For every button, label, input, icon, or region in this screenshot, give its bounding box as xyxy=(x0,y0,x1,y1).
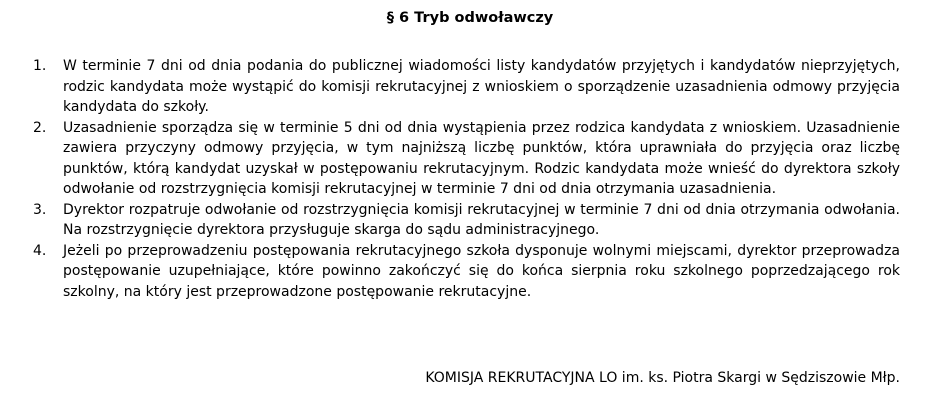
list-item xyxy=(0,118,900,200)
item-text: Jeżeli po przeprowadzeniu postępowania rekrutacyjnego szkoła dysponuje wolnymi miejscami, dyrektor przeprowadza postępowanie uzupełniające, które powinno zakończyć się do końca sierpnia roku szkolnego poprzedzającego rok szkolny, na który jest przeprowadzone postępowanie rekrutacyjne. xyxy=(63,242,900,300)
section-heading: § 6 Tryb odwoławczy xyxy=(386,10,554,26)
list-item xyxy=(0,56,900,118)
committee-signature: KOMISJA REKRUTACYJNA LO im. ks. Piotra Skargi w Sędziszowie Młp. xyxy=(425,370,900,386)
item-number: 4. xyxy=(33,242,47,259)
item-number: 3. xyxy=(33,201,47,218)
item-number: 1. xyxy=(33,58,47,74)
item-text: Uzasadnienie sporządza się w terminie 5 dni od dnia wystąpienia przez rodzica kandydata z wnioskiem. Uzasadnienie zawiera przyczyny odmowy przyjęcia, w tym najniższą liczbę punktów, która uprawniała do przyjęcia oraz liczbę punktów, którą kandydat uzyskał w postępowaniu rekrutacyjnym. Rodzic kandydata może wnieść do dyrektora szkoły odwołanie od rozstrzygnięcia komisji rekrutacyjnej w terminie 7 dni od dnia otrzymania uzasadnienia. xyxy=(63,119,900,197)
paragraph-list xyxy=(0,56,900,302)
item-number: 2. xyxy=(33,119,47,136)
list-item xyxy=(0,241,900,303)
item-text: W terminie 7 dni od dnia podania do publicznej wiadomości listy kandydatów przyjętych i kandydatów nieprzyjętych, rodzic kandydata może wystąpić do komisji rekrutacyjnej z wnioskiem o sporządzenie uzasadnienia odmowy przyjęcia kandydata do szkoły. xyxy=(63,58,900,115)
item-text: Dyrektor rozpatruje odwołanie od rozstrzygnięcia komisji rekrutacyjnej w terminie 7 dni od dnia otrzymania odwołania. Na rozstrzygnięcie dyrektora przysługuje skarga do sądu administracyjnego. xyxy=(63,201,900,238)
list-item xyxy=(0,200,900,241)
